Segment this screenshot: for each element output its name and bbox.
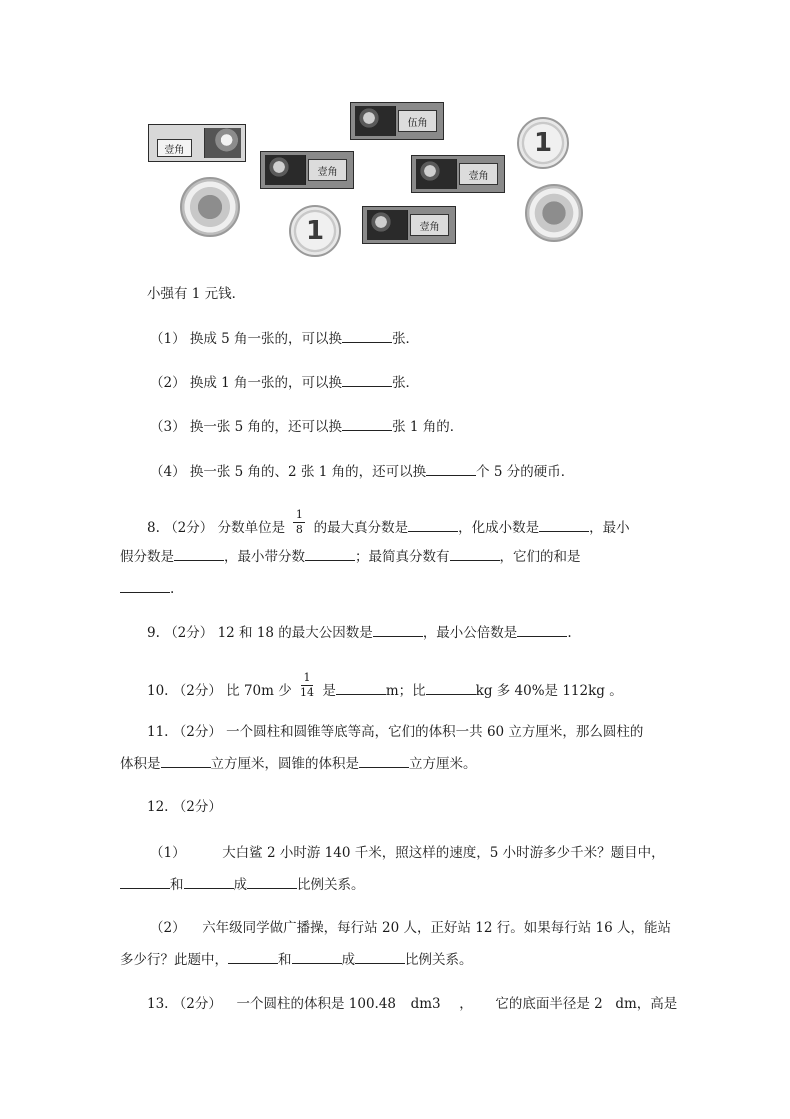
- banknote-one-jiao: [148, 124, 246, 162]
- question-text: 体积是: [120, 756, 161, 772]
- question-text: 大白鲨 2 小时游 140 千米，照这样的速度，5 小时游多少千米？题目中，: [222, 845, 665, 861]
- q12-header: [147, 797, 222, 817]
- answer-blank[interactable]: [292, 949, 342, 964]
- q13-line: [147, 994, 677, 1014]
- answer-blank[interactable]: [373, 622, 423, 637]
- answer-blank[interactable]: [336, 680, 386, 695]
- banknote-label: 伍角: [398, 110, 437, 132]
- part-label: （1）: [150, 845, 186, 861]
- question-score: （2分）: [172, 724, 222, 740]
- part-text: 张 1 角的．: [392, 419, 464, 435]
- question-text: 比例关系。: [405, 952, 473, 968]
- question-text: ，它们的和是: [499, 549, 581, 565]
- question-text: 比 70m 少: [226, 683, 292, 699]
- emblem-coin: [525, 184, 583, 242]
- q8-line-1: [147, 508, 630, 542]
- banknote-one-jiao: [260, 151, 354, 189]
- question-number: 9.: [147, 625, 160, 641]
- question-text: 成: [341, 952, 355, 968]
- banknote-label: 壹角: [308, 159, 347, 181]
- question-text: 一个圆柱的体积是 100.48: [236, 996, 396, 1012]
- question-text: 和: [278, 952, 292, 968]
- fraction-denominator: 14: [300, 686, 315, 699]
- q7-part-4: [150, 461, 574, 482]
- question-text: .: [170, 581, 175, 597]
- answer-blank[interactable]: [184, 874, 234, 889]
- fraction-numerator: 1: [303, 671, 311, 684]
- question-text: ；最简真分数有: [355, 549, 450, 565]
- question-text: 立方厘米，圆锥的体积是: [210, 756, 359, 772]
- part-text: 张．: [392, 331, 420, 347]
- fraction-one-eighth: [293, 509, 305, 536]
- q12-part-1-line-1: [150, 843, 665, 863]
- fraction-numerator: 1: [295, 508, 303, 521]
- question-text: ，最小: [589, 520, 630, 536]
- question-number: 8.: [147, 520, 160, 536]
- question-score: （2分）: [164, 625, 214, 641]
- question-text: 12 和 18 的最大公因数是: [217, 625, 373, 641]
- q12-part-2-line-1: [150, 918, 671, 938]
- question-text: ，化成小数是: [458, 520, 540, 536]
- answer-blank[interactable]: [450, 546, 500, 561]
- q12-part-2-line-2: [120, 949, 473, 970]
- q7-part-3: [150, 416, 463, 437]
- q9-line: [147, 622, 572, 643]
- question-text: 六年级同学做广播操，每行站 20 人，正好站 12 行。如果每行站 16 人，能站: [202, 920, 671, 936]
- question-text: m；比: [385, 683, 426, 699]
- question-text: 分数单位是: [217, 520, 286, 536]
- question-score: （2分）: [172, 799, 222, 815]
- money-illustration: [0, 0, 790, 270]
- part-text: 换一张 5 角的，还可以换: [189, 419, 343, 435]
- part-label: （4）: [150, 464, 186, 480]
- fraction-one-fourteenth: [300, 672, 314, 699]
- answer-blank[interactable]: [342, 328, 392, 343]
- answer-blank[interactable]: [359, 753, 409, 768]
- question-text: 成: [233, 877, 247, 893]
- question-text: 是: [322, 683, 336, 699]
- one-yuan-coin: [289, 205, 341, 257]
- question-text: 和: [170, 877, 184, 893]
- question-text: 它的底面半径是 2: [495, 996, 603, 1012]
- banknote-five-jiao: [350, 102, 444, 140]
- banknote-label: 壹角: [410, 214, 449, 236]
- part-label: （2）: [150, 375, 186, 391]
- question-text: 一个圆柱和圆锥等底等高，它们的体积一共 60 立方厘米，那么圆柱的: [226, 724, 644, 740]
- part-text: 张．: [392, 375, 420, 391]
- question-number: 10.: [147, 683, 169, 699]
- coin-digit: 1: [305, 216, 325, 246]
- answer-blank[interactable]: [426, 680, 476, 695]
- part-label: （1）: [150, 331, 186, 347]
- question-text: .: [567, 625, 572, 641]
- coin-digit: 1: [533, 128, 553, 158]
- question-text: 假分数是: [120, 549, 174, 565]
- question-number: 13.: [147, 996, 169, 1012]
- part-text: 换成 1 角一张的，可以换: [189, 375, 343, 391]
- answer-blank[interactable]: [408, 517, 458, 532]
- emblem-coin: [180, 177, 240, 237]
- question-text: kg 多 40%是 112kg 。: [475, 683, 623, 699]
- answer-blank[interactable]: [305, 546, 355, 561]
- answer-blank[interactable]: [228, 949, 278, 964]
- answer-blank[interactable]: [342, 416, 392, 431]
- banknote-label: 壹角: [157, 139, 192, 158]
- q11-line-1: [147, 722, 643, 742]
- answer-blank[interactable]: [247, 874, 297, 889]
- question-text: 立方厘米。: [409, 756, 477, 772]
- intro-label: 小强有 1 元钱．: [147, 286, 246, 302]
- answer-blank[interactable]: [174, 546, 224, 561]
- question-score: （2分）: [172, 996, 222, 1012]
- part-label: （2）: [150, 920, 186, 936]
- q10-line: [147, 671, 623, 705]
- question-text: 的最大真分数是: [313, 520, 409, 536]
- answer-blank[interactable]: [517, 622, 567, 637]
- q8-line-3: [120, 578, 174, 599]
- question-number: 12.: [147, 799, 169, 815]
- question-text: 比例关系。: [297, 877, 365, 893]
- question-score: （2分）: [164, 520, 214, 536]
- banknote-label: 壹角: [459, 163, 498, 185]
- answer-blank[interactable]: [120, 578, 170, 593]
- banknote-one-jiao: [362, 206, 456, 244]
- part-text: 个 5 分的硬币．: [476, 464, 575, 480]
- banknote-one-jiao: [411, 155, 505, 193]
- answer-blank[interactable]: [120, 874, 170, 889]
- question-number: 11.: [147, 724, 169, 740]
- q7-part-1: [150, 328, 419, 349]
- question-text: 多少行？此题中，: [120, 952, 228, 968]
- question-score: （2分）: [172, 683, 222, 699]
- q7-part-2: [150, 372, 419, 393]
- question-text: ，最小带分数: [224, 549, 305, 565]
- part-label: （3）: [150, 419, 186, 435]
- answer-blank[interactable]: [342, 372, 392, 387]
- q12-part-1-line-2: [120, 874, 365, 895]
- unit-text: dm3: [410, 996, 441, 1012]
- intro-text: [147, 284, 245, 304]
- q11-line-2: [120, 753, 477, 774]
- q8-line-2: [120, 546, 581, 567]
- question-text: dm，高是: [615, 996, 678, 1012]
- answer-blank[interactable]: [161, 753, 211, 768]
- question-text: ，最小公倍数是: [422, 625, 518, 641]
- answer-blank[interactable]: [539, 517, 589, 532]
- one-yuan-coin: [517, 117, 569, 169]
- fraction-denominator: 8: [295, 523, 303, 536]
- part-text: 换成 5 角一张的，可以换: [189, 331, 343, 347]
- answer-blank[interactable]: [355, 949, 405, 964]
- question-text: ，: [459, 996, 473, 1012]
- part-text: 换一张 5 角的、2 张 1 角的，还可以换: [189, 464, 427, 480]
- answer-blank[interactable]: [426, 461, 476, 476]
